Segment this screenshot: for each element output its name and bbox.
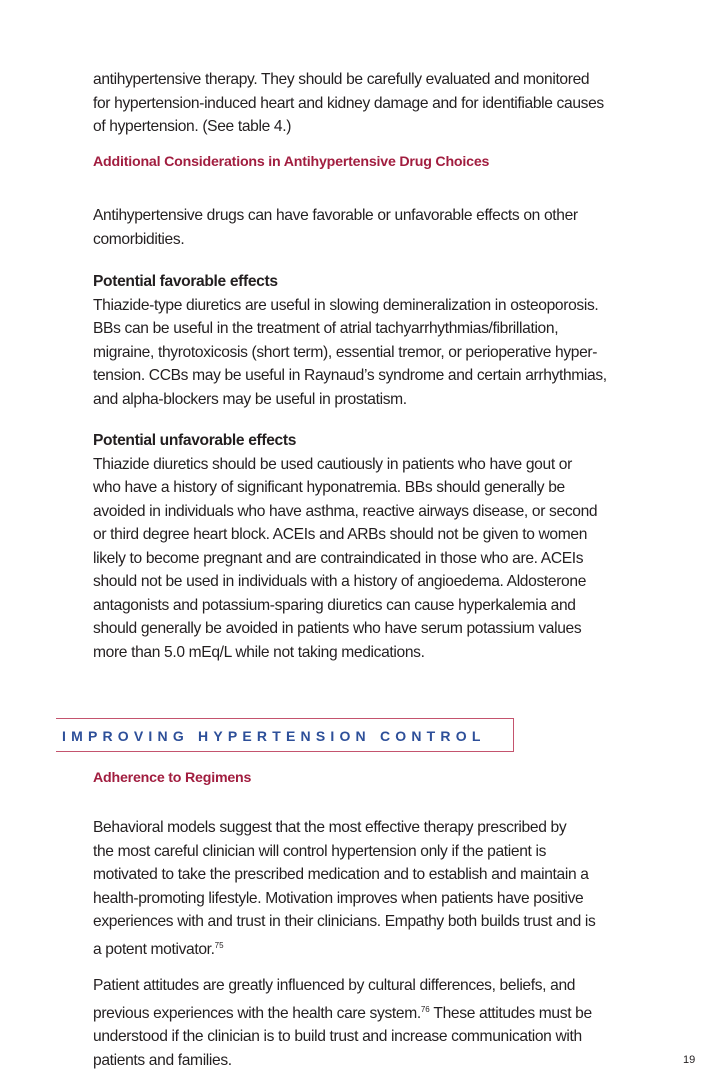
adherence-line: understood if the clinician is to build trust and increase communication with bbox=[93, 1028, 582, 1045]
adherence-line: the most careful clinician will control hypertension only if the patient is bbox=[93, 842, 547, 860]
favorable-line: migraine, thyrotoxicosis (short term), essential tremor, or perioperative hyper- bbox=[93, 343, 598, 361]
favorable-line: BBs can be useful in the treatment of atrial tachyarrhythmias/fibrillation, bbox=[93, 320, 559, 337]
considerations-heading-block bbox=[93, 151, 673, 175]
adherence-text: These attitudes must be bbox=[429, 1004, 592, 1022]
adherence-line: motivated to take the prescribed medication and to establish and maintain a bbox=[93, 866, 589, 883]
adherence-paragraph-1 bbox=[93, 816, 673, 961]
adherence-heading-block bbox=[93, 767, 673, 791]
adherence-line bbox=[93, 998, 673, 1026]
intro-line: antihypertensive therapy. They should be carefully evaluated and monitored bbox=[93, 71, 590, 88]
favorable-line: Thiazide-type diuretics are useful in slowing demineralization in osteoporosis. bbox=[93, 296, 599, 314]
considerations-intro-line: Antihypertensive drugs can have favorable or unfavorable effects on other bbox=[93, 207, 578, 224]
intro-line: of hypertension. (See table 4.) bbox=[93, 118, 292, 135]
adherence-line: Behavioral models suggest that the most effective therapy prescribed by bbox=[93, 819, 567, 836]
unfavorable-line: who have a history of significant hyponatremia. BBs should generally be bbox=[93, 479, 565, 496]
adherence-line bbox=[93, 934, 673, 962]
unfavorable-line: should generally be avoided in patients who have serum potassium values bbox=[93, 620, 582, 637]
favorable-effects bbox=[93, 270, 673, 411]
unfavorable-heading: Potential unfavorable effects bbox=[93, 432, 297, 449]
adherence-line: health-promoting lifestyle. Motivation improves when patients have positive bbox=[93, 889, 584, 907]
considerations-intro bbox=[93, 204, 673, 251]
reference-superscript: 75 bbox=[214, 940, 224, 950]
adherence-heading: Adherence to Regimens bbox=[93, 770, 252, 786]
unfavorable-line: likely to become pregnant and are contraindicated in those who are. ACEIs bbox=[93, 549, 584, 567]
adherence-line: patients and families. bbox=[93, 1051, 232, 1069]
adherence-text: a potent motivator. bbox=[93, 940, 215, 958]
unfavorable-line: or third degree heart block. ACEIs and ARBs should not be given to women bbox=[93, 526, 588, 543]
adherence-text: previous experiences with the health care system. bbox=[93, 1004, 421, 1022]
unfavorable-line: antagonists and potassium-sparing diuretics can cause hyperkalemia and bbox=[93, 596, 576, 614]
unfavorable-line: more than 5.0 mEq/L while not taking medications. bbox=[93, 643, 425, 661]
adherence-paragraph-2 bbox=[93, 974, 673, 1072]
reference-superscript: 76 bbox=[420, 1004, 430, 1014]
page-number: 19 bbox=[683, 1054, 696, 1066]
considerations-heading: Additional Considerations in Antihypertensive Drug Choices bbox=[93, 154, 490, 170]
favorable-heading: Potential favorable effects bbox=[93, 273, 278, 290]
adherence-line: experiences with and trust in their clinicians. Empathy both builds trust and is bbox=[93, 913, 596, 930]
considerations-intro-line: comorbidities. bbox=[93, 230, 185, 248]
unfavorable-effects bbox=[93, 429, 673, 664]
section-title: IMPROVING HYPERTENSION CONTROL bbox=[62, 728, 486, 744]
unfavorable-line: avoided in individuals who have asthma, reactive airways disease, or second bbox=[93, 502, 598, 520]
unfavorable-line: should not be used in individuals with a history of angioedema. Aldosterone bbox=[93, 573, 587, 590]
favorable-line: and alpha-blockers may be useful in prostatism. bbox=[93, 390, 407, 408]
adherence-line: Patient attitudes are greatly influenced by cultural differences, beliefs, and bbox=[93, 977, 576, 994]
intro-paragraph bbox=[93, 68, 673, 139]
intro-line: for hypertension-induced heart and kidney damage and for identifiable causes bbox=[93, 94, 604, 112]
favorable-line: tension. CCBs may be useful in Raynaud’s syndrome and certain arrhythmias, bbox=[93, 367, 607, 384]
unfavorable-line: Thiazide diuretics should be used cautiously in patients who have gout or bbox=[93, 455, 572, 473]
